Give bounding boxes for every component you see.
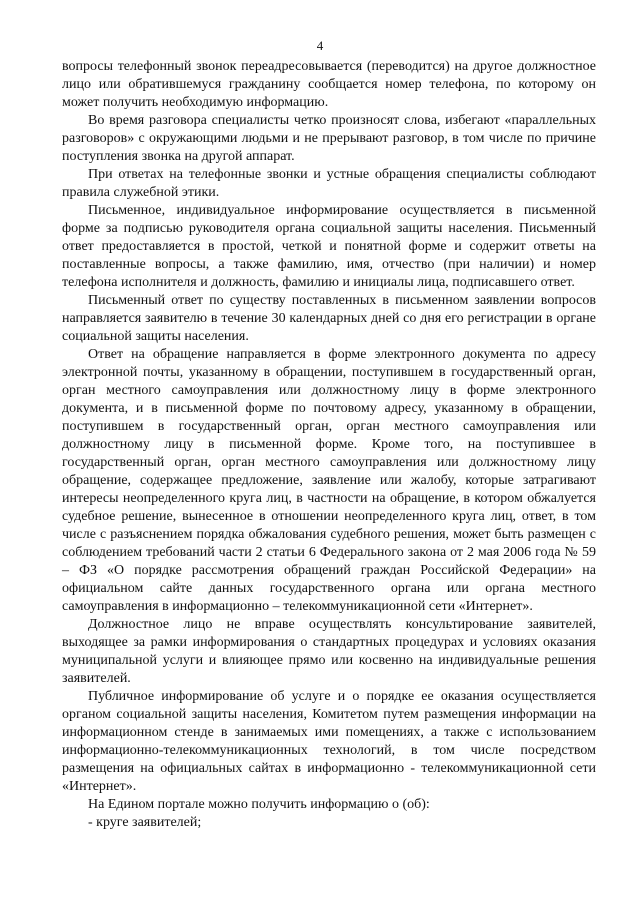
paragraph-9: На Едином портале можно получить информацию о (об): [88, 797, 430, 812]
document-body [62, 58, 596, 832]
paragraph-7: Должностное лицо не вправе осуществлять консультирование заявителей, выходящее за рамки информирования о стандартных процедурах и условиях оказания муниципальной услуги и влияющее прямо или косвенно на индивидуальные решения заявителей. [62, 617, 596, 686]
list-item-applicants: - круге заявителей; [88, 815, 202, 830]
paragraph-6: Ответ на обращение направляется в форме электронного документа по адресу электронной почты, указанному в обращении, поступившем в государственный орган, орган местного самоуправления или должностному лицу в форме электронного документа, и в письменной форме по почтовому адресу, указанному в обращении, поступившем в государственный орган, орган местного самоуправления или должностному лицу в письменной форме. Кроме того, на поступившее в государственный орган, орган местного самоуправления или должностному лицу обращение, содержащее предложение, заявление или жалобу, которые затрагивают интересы неопределенного круга лиц, в частности на обращение, в котором обжалуется судебное решение, вынесенное в отношении неопределенного круга лиц, ответ, в том числе с разъяснением порядка обжалования судебного решения, может быть размещен с соблюдением требований части 2 статьи 6 Федерального закона от 2 мая 2006 года № 59 – ФЗ «О порядке рассмотрения обращений граждан Российской Федерации» на официальном сайте данных государственного органа или органа местного самоуправления в информационно – телекоммуникационной сети «Интернет». [62, 347, 596, 614]
paragraph-8: Публичное информирование об услуге и о порядке ее оказания осуществляется органом социальной защиты населения, Комитетом путем размещения информации на информационном стенде в занимаемых ими помещениях, а также с использованием информационно-телекоммуникационных технологий, в том числе посредством размещения на официальных сайтах в информационно - телекоммуникационной сети «Интернет». [62, 689, 596, 794]
paragraph-1: вопросы телефонный звонок переадресовывается (переводится) на другое должностное лицо или обратившемуся гражданину сообщается номер телефона, по которому он может получить необходимую информацию. [62, 59, 596, 110]
paragraph-3: При ответах на телефонные звонки и устные обращения специалисты соблюдают правила служебной этики. [62, 167, 596, 200]
paragraph-4: Письменное, индивидуальное информирование осуществляется в письменной форме за подписью руководителя органа социальной защиты населения. Письменный ответ предоставляется в простой, четкой и понятной форме и содержит ответы на поставленные вопросы, а также фамилию, имя, отчество (при наличии) и номер телефона исполнителя и должность, фамилию и инициалы лица, подписавшего ответ. [62, 203, 596, 290]
paragraph-5: Письменный ответ по существу поставленных в письменном заявлении вопросов направляется заявителю в течение 30 календарных дней со дня его регистрации в органе социальной защиты населения. [62, 293, 596, 344]
paragraph-2: Во время разговора специалисты четко произносят слова, избегают «параллельных разговоров» с окружающими людьми и не прерывают разговор, в том числе по причине поступления звонка на другой аппарат. [62, 113, 596, 164]
page-number: 4 [316, 38, 324, 53]
